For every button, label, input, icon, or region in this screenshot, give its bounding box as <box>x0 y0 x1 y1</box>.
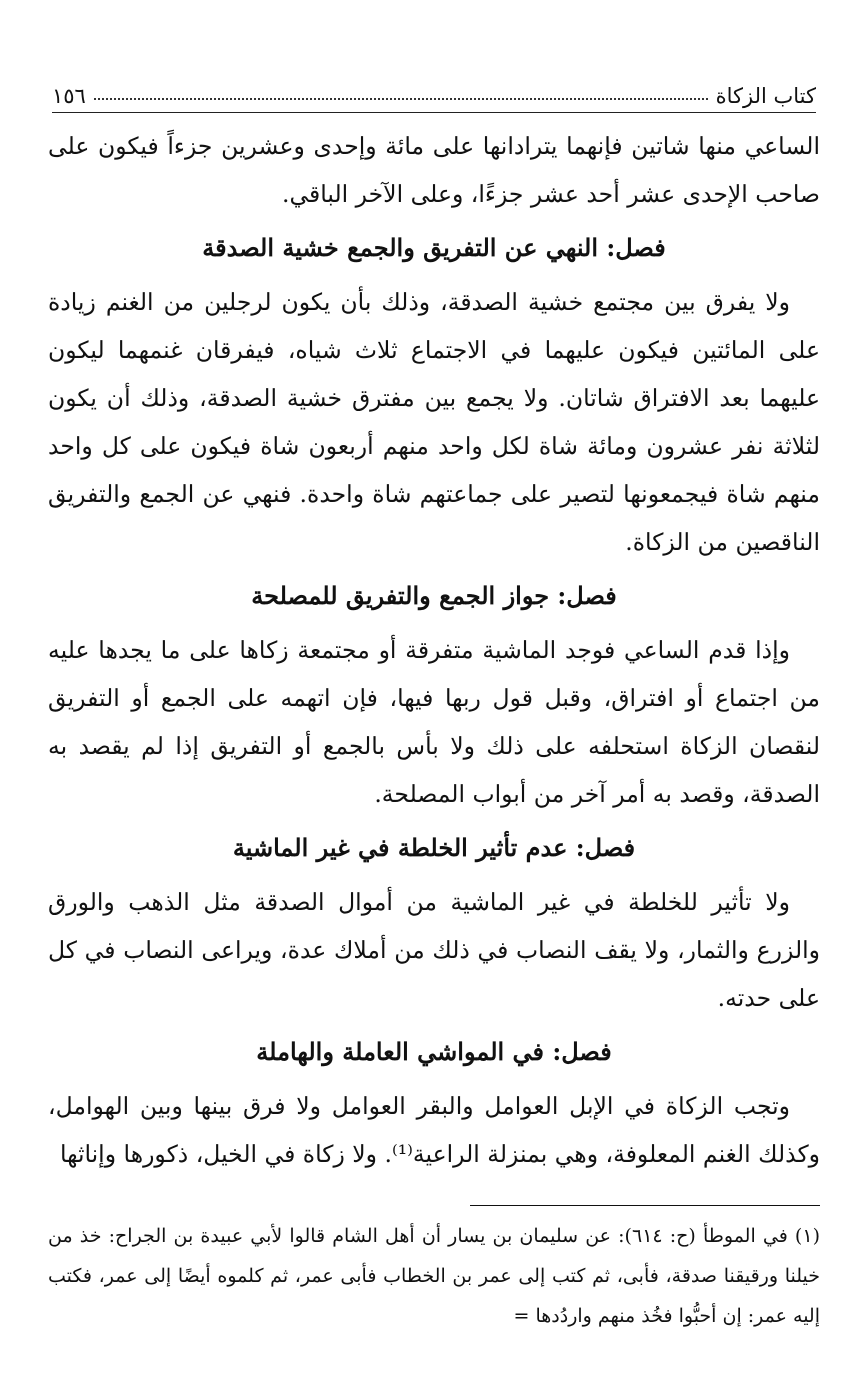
paragraph-continuation: الساعي منها شاتين فإنهما يترادانها على مائة وإحدى وعشرين جزءاً فيكون على صاحب الإحدى عشر أحد عشر جزءًا، وعلى الآخر الباقي. <box>48 132 820 208</box>
footnotes <box>48 1216 820 1336</box>
paragraph-prohibition: ولا يفرق بين مجتمع خشية الصدقة، وذلك بأن يكون لرجلين من الغنم زيادة على المائتين فيكون عليهما في الاجتماع ثلاث شياه، فيفرقان غنمهما ليكون عليهما بعد الافتراق شاتان. ولا يجمع بين مفترق خشية الصدقة، وذلك أن يكون لثلاثة نفر عشرون ومائة شاة لكل واحد منهم أربعون شاة فيكون على كل واحد منهم شاة فيجمعونها لتصير على جماعتهم شاة واحدة. فنهي عن الجمع والتفريق الناقصين من الزكاة. <box>48 288 820 556</box>
section-heading-working-livestock: فصل: في المواشي العاملة والهاملة <box>256 1037 612 1066</box>
section-heading-no-effect: فصل: عدم تأثير الخلطة في غير الماشية <box>232 833 636 862</box>
page-number: ١٥٦ <box>52 84 86 108</box>
running-title: كتاب الزكاة <box>715 84 816 108</box>
page-header <box>52 68 816 113</box>
leader-dots <box>94 98 708 100</box>
footnote-separator <box>470 1205 820 1206</box>
main-text <box>48 122 820 1178</box>
paragraph-permissibility: وإذا قدم الساعي فوجد الماشية متفرقة أو مجتمعة زكاها على ما يجدها عليه من اجتماع أو افتراق، وقبل قول ربها فيها، فإن اتهمه على الجمع أو التفريق لنقصان الزكاة استحلفه على ذلك ولا بأس بالجمع أو التفريق إذا لم يقصد به الصدقة، وقصد به أمر آخر من أبواب المصلحة. <box>48 636 820 808</box>
paragraph-no-effect: ولا تأثير للخلطة في غير الماشية من أموال الصدقة مثل الذهب والورق والزرع والثمار، ولا يقف النصاب في ذلك من أملاك عدة، ويراعى النصاب في كل على حدته. <box>48 888 820 1012</box>
footnote-1: (١) في الموطأ (ح: ٦١٤): عن سليمان بن يسار أن أهل الشام قالوا لأبي عبيدة بن الجراح: خذ من خيلنا ورقيقنا صدقة، فأبى، ثم كتب إلى عمر بن الخطاب فأبى عمر، ثم كلموه أيضًا إلى عمر، فكتب إليه عمر: إن أحبُّوا فخُذ منهم واردُدها = <box>48 1225 820 1327</box>
section-heading-prohibition: فصل: النهي عن التفريق والجمع خشية الصدقة <box>202 233 666 262</box>
paragraph-working-livestock: وتجب الزكاة في الإبل العوامل والبقر العوامل ولا فرق بينها وبين الهوامل، وكذلك الغنم المعلوفة، وهي بمنزلة الراعية⁽¹⁾. ولا زكاة في الخيل، ذكورها وإناثها <box>48 1092 820 1168</box>
section-heading-permissibility: فصل: جواز الجمع والتفريق للمصلحة <box>251 581 617 610</box>
